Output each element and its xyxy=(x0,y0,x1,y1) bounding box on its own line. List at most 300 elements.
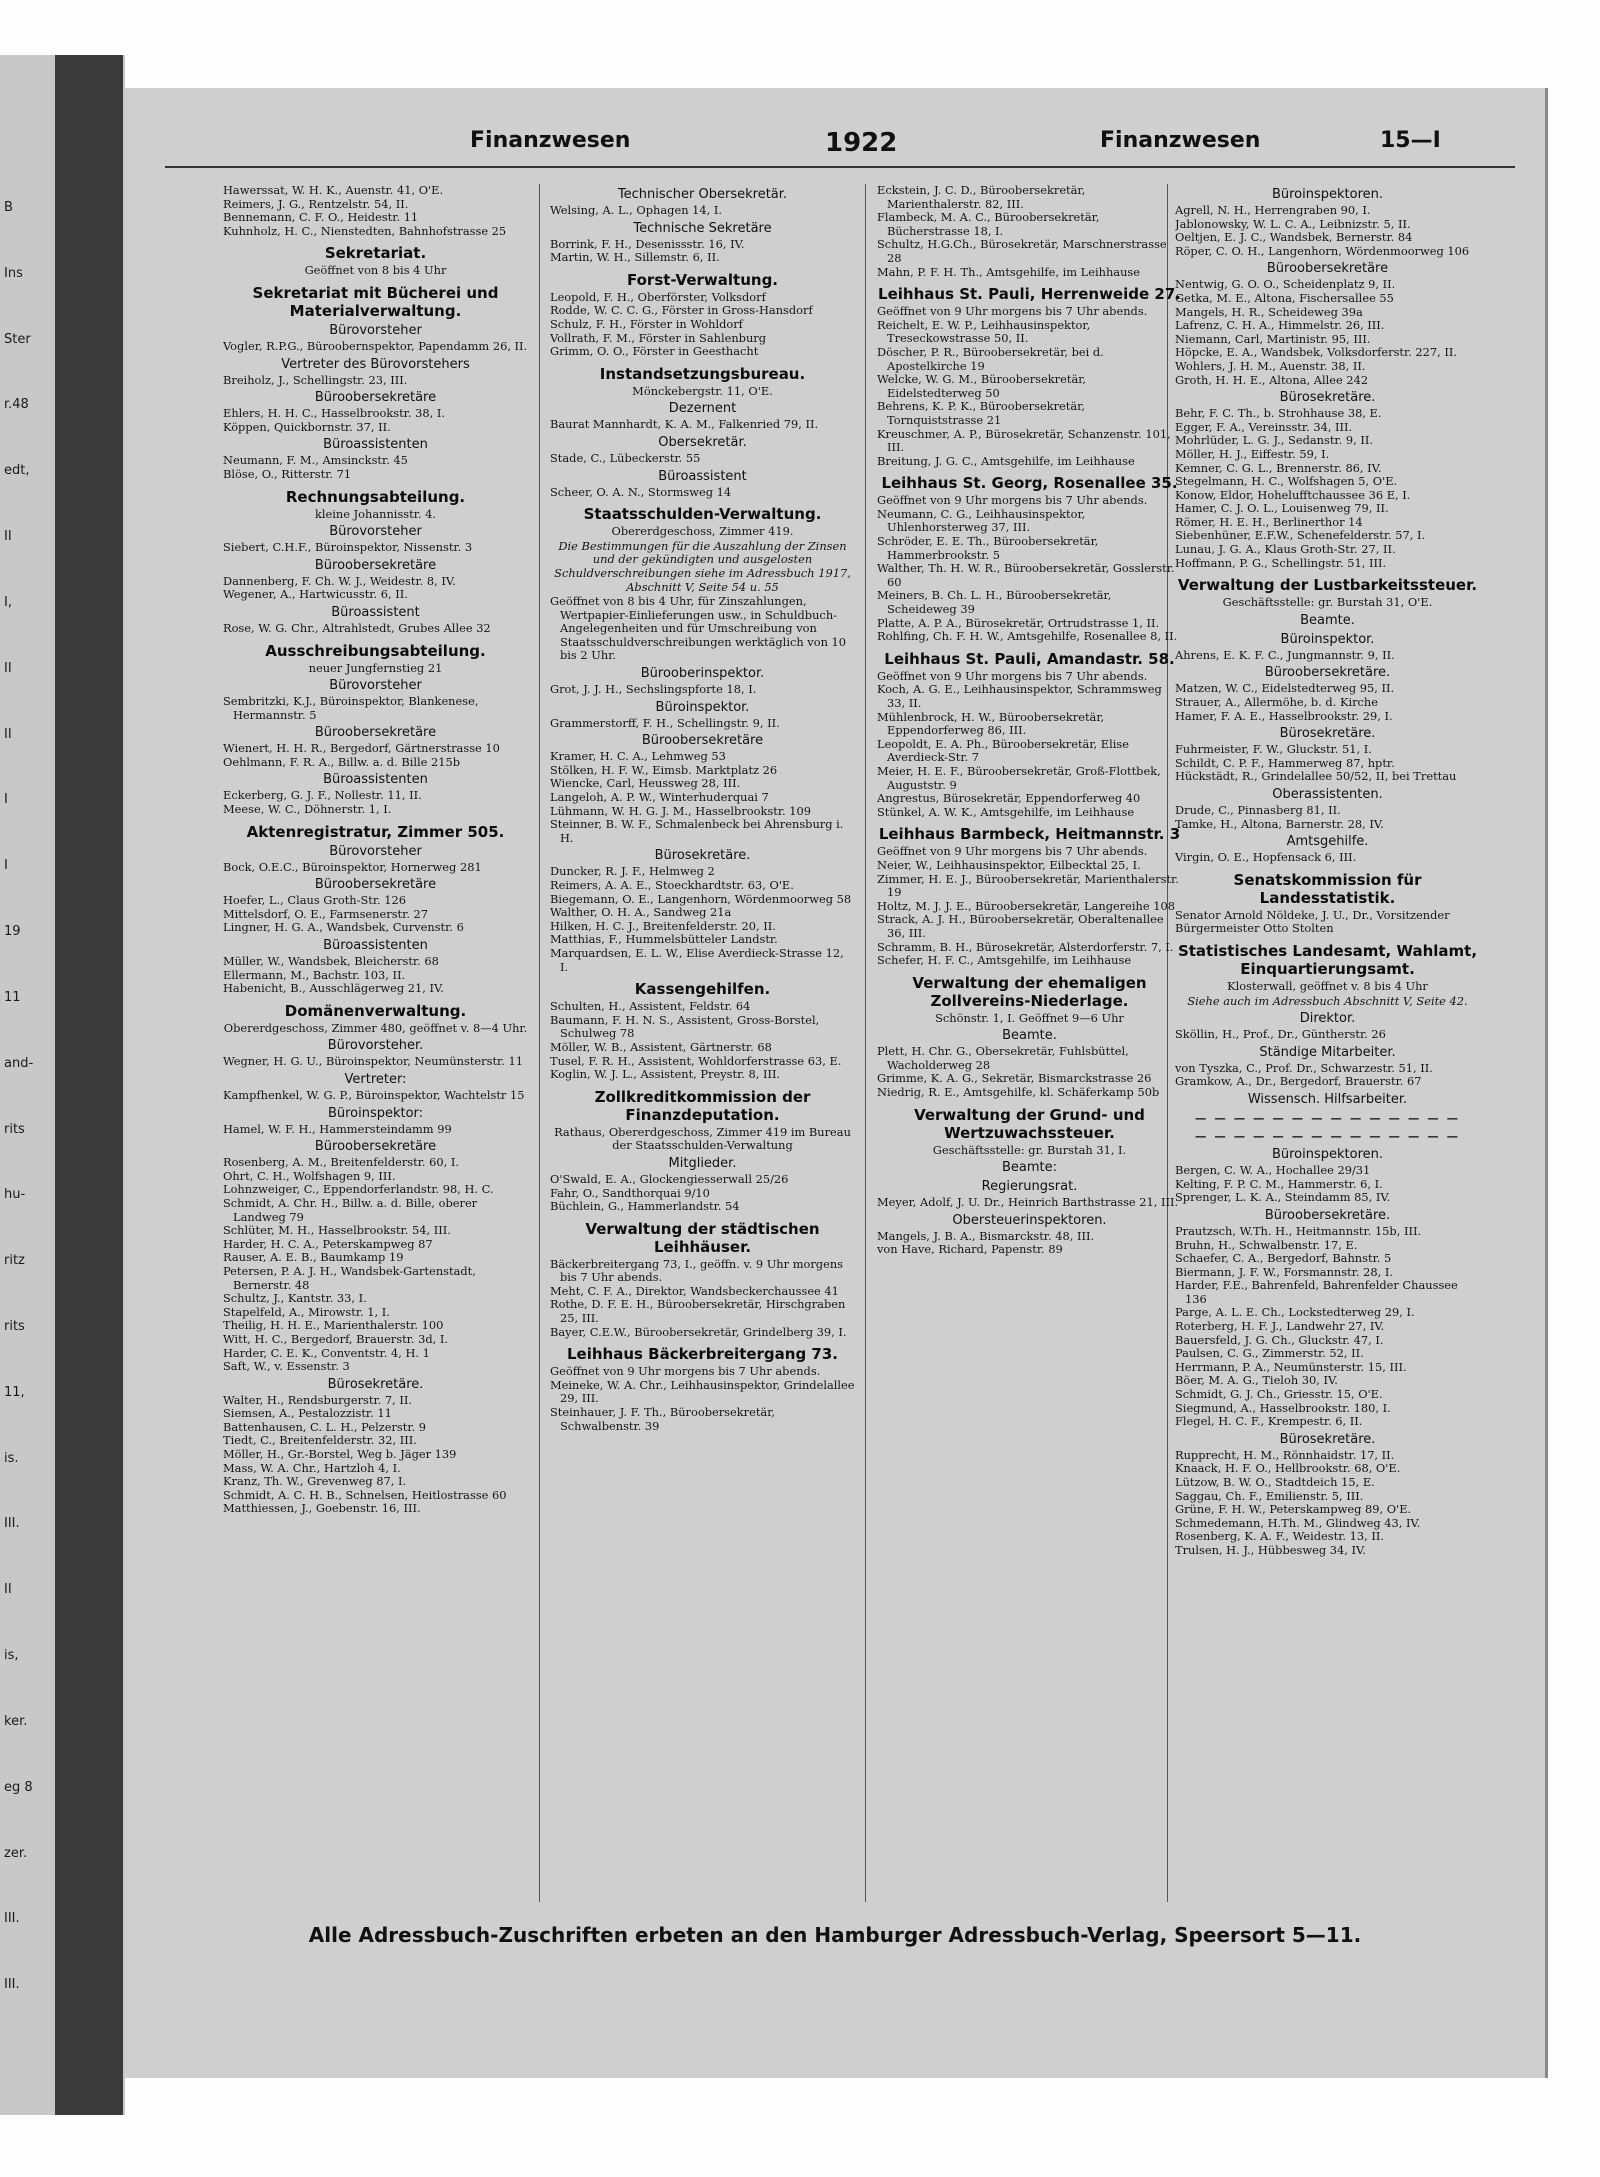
subheading: Beamte: xyxy=(1001,1160,1058,1176)
directory-entry: Rosenberg, A. M., Breitenfelderstr. 60, I. xyxy=(223,1155,460,1170)
directory-entry: Egger, F. A., Vereinsstr. 34, III. xyxy=(1175,419,1353,434)
directory-entry: Rose, W. G. Chr., Altrahlstedt, Grubes Allee 32 xyxy=(223,620,491,635)
directory-entry: Ellermann, M., Bachstr. 103, II. xyxy=(223,967,406,982)
margin-mark: I xyxy=(4,792,8,808)
section-note: Rathaus, Obererdgeschoss, Zimmer 419 im Bureau der Staatsschulden-Verwaltung xyxy=(554,1124,851,1153)
directory-entry: Virgin, O. E., Hopfensack 6, III. xyxy=(1175,850,1357,865)
subheading: Büroobersekretäre xyxy=(314,390,437,406)
directory-entry: Mangels, H. R., Scheideweg 39a xyxy=(1175,304,1363,319)
directory-entry: Sköllin, H., Prof., Dr., Güntherstr. 26 xyxy=(1175,1027,1386,1042)
directory-entry: Rosenberg, K. A. F., Weidestr. 13, II. xyxy=(1175,1529,1384,1544)
subheading: Büroassistenten xyxy=(323,437,428,453)
directory-entry: Matthiessen, J., Goebenstr. 16, III. xyxy=(223,1501,421,1516)
subheading: Technischer Obersekretär. xyxy=(617,187,788,202)
margin-mark: ker. xyxy=(4,1713,28,1729)
directory-entry: Wiencke, Carl, Heussweg 28, III. xyxy=(550,776,741,791)
directory-entry: Stölken, H. F. W., Eimsb. Marktplatz 26 xyxy=(550,762,778,777)
directory-entry: Hamer, C. J. O. L., Louisenweg 79, II. xyxy=(1175,501,1389,516)
section-heading: Leihhaus St. Georg, Rosenallee 35. xyxy=(881,474,1178,493)
section-heading: Leihhaus Bäckerbreitergang 73. xyxy=(566,1345,839,1364)
directory-entry: Tiedt, C., Breitenfelderstr. 32, III. xyxy=(223,1433,417,1448)
directory-entry: Platte, A. P. A., Bürosekretär, Ortrudstrasse 1, II. xyxy=(877,615,1160,630)
subheading: Büroobersekretäre xyxy=(1266,261,1389,277)
directory-entry: Lunau, J. G. A., Klaus Groth-Str. 27, II. xyxy=(1175,542,1396,557)
directory-entry: Schefer, H. F. C., Amtsgehilfe, im Leihhause xyxy=(877,953,1132,968)
directory-entry: Harder, C. E. K., Conventstr. 4, H. 1 xyxy=(223,1345,430,1360)
subheading: Direktor. xyxy=(1299,1011,1356,1027)
directory-entry: Niemann, Carl, Martinistr. 95, III. xyxy=(1175,331,1371,346)
directory-entry: Reimers, J. G., Rentzelstr. 54, II. xyxy=(223,196,409,211)
directory-entry: Lingner, H. G. A., Wandsbek, Curvenstr. 6 xyxy=(223,920,464,935)
subheading: Büroobersekretäre. xyxy=(1264,1207,1391,1223)
document-page xyxy=(125,88,1548,2078)
directory-entry: Meiners, B. Ch. L. H., Büroobersekretär, Scheideweg 39 xyxy=(877,588,1112,617)
directory-entry: Geöffnet von 9 Uhr morgens bis 7 Uhr abends. xyxy=(550,1364,821,1379)
subheading: Bürosekretäre. xyxy=(654,848,751,864)
margin-mark: III. xyxy=(4,1516,20,1532)
directory-entry: Bäckerbreitergang 73, I., geöffn. v. 9 Uhr morgens bis 7 Uhr abends. xyxy=(550,1256,844,1285)
directory-entry: Böer, M. A. G., Tieloh 30, IV. xyxy=(1175,1373,1338,1388)
directory-entry: Schultz, H.G.Ch., Bürosekretär, Marschnerstrasse 28 xyxy=(877,237,1167,265)
dash-placeholder: — — — — — — — — — — — — — — xyxy=(1194,1110,1461,1125)
directory-entry: Bruhn, H., Schwalbenstr. 17, E. xyxy=(1175,1237,1358,1252)
directory-entry: Schultz, J., Kantstr. 33, I. xyxy=(223,1291,367,1306)
margin-mark: I, xyxy=(4,594,12,610)
directory-entry: Koglin, W. J. L., Assistent, Preystr. 8, III. xyxy=(550,1067,781,1082)
margin-mark: 11 xyxy=(4,989,21,1005)
directory-entry: Holtz, M. J. J. E., Büroobersekretär, Langereihe 108 xyxy=(877,898,1175,913)
margin-mark: zer. xyxy=(4,1845,28,1861)
directory-entry: Zimmer, H. E. J., Büroobersekretär, Marienthalerstr. 19 xyxy=(877,871,1179,900)
directory-entry: Hilken, H. C. J., Breitenfelderstr. 20, II. xyxy=(550,918,776,933)
directory-entry: Plett, H. Chr. G., Obersekretär, Fuhlsbüttel, Wacholderweg 28 xyxy=(877,1044,1129,1072)
subheading: Büroobersekretäre. xyxy=(1264,665,1391,681)
subheading: Bürosekretäre. xyxy=(327,1376,424,1392)
column-divider xyxy=(539,184,540,1902)
running-title-right: Finanzwesen xyxy=(1100,128,1261,153)
directory-entry: Marquardsen, E. L. W., Elise Averdieck-Strasse 12, I. xyxy=(550,945,844,974)
directory-entry: Rupprecht, H. M., Rönnhaidstr. 17, II. xyxy=(1175,1447,1395,1462)
subheading: Büroassistent xyxy=(658,468,747,484)
directory-entry: Meyer, Adolf, J. U. Dr., Heinrich Barthstrasse 21, III. xyxy=(877,1195,1179,1210)
directory-entry: Saft, W., v. Essenstr. 3 xyxy=(223,1359,350,1374)
column-4 xyxy=(1175,184,1480,1904)
directory-entry: Hückstädt, R., Grindelallee 50/52, II, bei Trettau xyxy=(1175,769,1457,784)
directory-entry: Neumann, C. G., Leihhausinspektor, Uhlenhorsterweg 37, III. xyxy=(877,506,1086,535)
directory-entry: Duncker, R. J. F., Helmweg 2 xyxy=(550,864,715,879)
subheading: Bürovorsteher xyxy=(329,524,422,540)
margin-mark: III. xyxy=(4,1911,20,1927)
italic-note: Die Bestimmungen für die Auszahlung der Zinsen und der gekündigten und ausgelosten Schuldverschreibungen siehe im Adressbuch 1917, Abschnitt V, Seite 54 u. 55 xyxy=(554,538,851,594)
subheading: Bürovorsteher xyxy=(329,843,422,859)
directory-entry: Döscher, P. R., Büroobersekretär, bei d. Apostelkirche 19 xyxy=(877,344,1104,373)
directory-entry: Siegmund, A., Hasselbrookstr. 180, I. xyxy=(1175,1400,1391,1415)
subheading: Büroinspektor. xyxy=(655,699,750,715)
directory-entry: Stade, C., Lübeckerstr. 55 xyxy=(550,450,701,465)
directory-entry: Meineke, W. A. Chr., Leihhausinspektor, Grindelallee 29, III. xyxy=(550,1377,855,1406)
directory-entry: Oeltjen, E. J. C., Wandsbek, Bernerstr. 84 xyxy=(1175,230,1413,245)
publisher-footer: Alle Adressbuch-Zuschriften erbeten an den Hamburger Adressbuch-Verlag, Speersort 5—11. xyxy=(308,1923,1362,1947)
directory-entry: Eckstein, J. C. D., Büroobersekretär, Marienthalerstr. 82, III. xyxy=(877,184,1086,211)
directory-entry: Theilig, H. H. E., Marienthalerstr. 100 xyxy=(223,1318,444,1333)
directory-entry: Agrell, N. H., Herrengraben 90, I. xyxy=(1175,203,1371,217)
section-heading: Verwaltung der ehemaligen Zollvereins-Niederlage. xyxy=(912,973,1147,1010)
directory-entry: Konow, Eldor, Hohelufftchaussee 36 E, I. xyxy=(1175,487,1411,502)
directory-entry: Hawerssat, W. H. K., Auenstr. 41, O'E. xyxy=(223,184,444,197)
year-label: 1922 xyxy=(825,128,898,158)
directory-entry: Angrestus, Bürosekretär, Eppendorferweg 40 xyxy=(877,791,1141,806)
directory-entry: Witt, H. C., Bergedorf, Brauerstr. 3d, I. xyxy=(223,1331,449,1346)
margin-mark: 11, xyxy=(4,1384,25,1400)
directory-entry: Möller, H. J., Eiffestr. 59, I. xyxy=(1175,446,1330,461)
directory-entry: Rothe, D. F. E. H., Büroobersekretär, Hirschgraben 25, III. xyxy=(550,1297,846,1326)
margin-mark: rits xyxy=(4,1121,25,1137)
dash-placeholder: — — — — — — — — — — — — — — xyxy=(1194,1128,1461,1143)
subheading: Ständige Mitarbeiter. xyxy=(1259,1044,1396,1060)
subheading: Bürovorsteher xyxy=(329,322,422,338)
subheading: Oberassistenten. xyxy=(1272,787,1383,802)
margin-mark: B xyxy=(4,200,13,215)
directory-entry: Tusel, F. R. H., Assistent, Wohldorferstrasse 63, E. xyxy=(550,1053,842,1068)
section-heading: Verwaltung der Lustbarkeitssteuer. xyxy=(1177,576,1478,595)
directory-entry: Welsing, A. L., Ophagen 14, I. xyxy=(550,203,723,217)
directory-entry: Kelting, F. P. C. M., Hammerstr. 6, I. xyxy=(1175,1176,1383,1191)
directory-entry: Grimme, K. A. G., Sekretär, Bismarckstrasse 26 xyxy=(877,1071,1152,1086)
subheading: Obersteuerinspektoren. xyxy=(952,1212,1107,1228)
directory-entry: Drude, C., Pinnasberg 81, II. xyxy=(1175,803,1341,817)
directory-entry: Knaack, H. F. O., Hellbrookstr. 68, O'E. xyxy=(1175,1461,1401,1476)
section-heading: Leihhaus St. Pauli, Amandastr. 58. xyxy=(884,649,1175,668)
directory-entry: Borrink, F. H., Desenissstr. 16, IV. xyxy=(550,236,745,251)
directory-entry: Kreuschmer, A. P., Bürosekretär, Schanzenstr. 101, III. xyxy=(877,426,1171,455)
section-heading: Rechnungsabteilung. xyxy=(285,487,466,506)
section-heading: Leihhaus Barmbeck, Heitmannstr. 3 xyxy=(878,825,1181,844)
directory-entry: Kemner, C. G. L., Brennerstr. 86, IV. xyxy=(1175,460,1382,475)
margin-mark: II xyxy=(4,1582,12,1598)
section-note: Geschäftsstelle: gr. Burstah 31, O'E. xyxy=(1222,595,1433,610)
section-note: Geöffnet von 8 bis 4 Uhr xyxy=(304,263,447,278)
margin-mark: 19 xyxy=(4,924,21,940)
directory-entry: Blöse, O., Ritterstr. 71 xyxy=(223,466,352,481)
margin-mark: is, xyxy=(4,1648,19,1664)
section-heading: Staatsschulden-Verwaltung. xyxy=(583,505,822,524)
margin-mark: II xyxy=(4,726,12,742)
directory-entry: Ohrt, C. H., Wolfshagen 9, III. xyxy=(223,1168,396,1183)
directory-entry: von Have, Richard, Papenstr. 89 xyxy=(877,1242,1063,1257)
directory-entry: Hamer, F. A. E., Hasselbrookstr. 29, I. xyxy=(1175,708,1393,723)
directory-entry: Steinner, B. W. F., Schmalenbeck bei Ahrensburg i. H. xyxy=(550,817,844,845)
directory-entry: Stapelfeld, A., Mirowstr. 1, I. xyxy=(223,1304,390,1319)
directory-entry: Breitung, J. G. C., Amtsgehilfe, im Leihhause xyxy=(877,453,1135,468)
directory-entry: Baurat Mannhardt, K. A. M., Falkenried 79, II. xyxy=(550,417,819,432)
section-heading: Forst-Verwaltung. xyxy=(626,270,779,289)
subheading: Büroinspektoren. xyxy=(1271,187,1384,202)
directory-entry: Schmidt, G. J. Ch., Griesstr. 15, O'E. xyxy=(1175,1387,1383,1402)
directory-entry: Walter, H., Rendsburgerstr. 7, II. xyxy=(223,1392,413,1407)
directory-entry: Strack, A. J. H., Büroobersekretär, Oberaltenallee 36, III. xyxy=(877,912,1164,940)
subheading: Büroobersekretäre xyxy=(314,557,437,573)
subheading: Bürosekretäre. xyxy=(1279,390,1376,406)
directory-entry: Meht, C. F. A., Direktor, Wandsbeckerchaussee 41 xyxy=(550,1283,839,1298)
directory-entry: Siebenhüner, E.F.W., Schenefelderstr. 57, I. xyxy=(1175,528,1426,543)
section-heading: Instandsetzungsbureau. xyxy=(599,364,806,383)
subheading: Büroinspektoren. xyxy=(1271,1147,1384,1163)
directory-entry: Schmidt, A. C. H. B., Schnelsen, Heitlostrasse 60 xyxy=(223,1487,507,1502)
directory-entry: Kampfhenkel, W. G. P., Büroinspektor, Wachtelstr 15 xyxy=(223,1088,525,1102)
directory-entry: Flambeck, M. A. C., Büroobersekretär, Bücherstrasse 18, I. xyxy=(877,210,1100,238)
section-note: Schönstr. 1, I. Geöffnet 9—6 Uhr xyxy=(935,1010,1124,1025)
directory-entry: Rodde, W. C. C. G., Förster in Gross-Hansdorf xyxy=(550,303,813,318)
directory-entry: Siebert, C.H.F., Büroinspektor, Nissenstr. 3 xyxy=(223,540,473,555)
directory-entry: Schaefer, C. A., Bergedorf, Bahnstr. 5 xyxy=(1175,1251,1392,1266)
directory-entry: Bennemann, C. F. O., Heidestr. 11 xyxy=(223,210,419,225)
directory-entry: Schmedemann, H.Th. M., Glindweg 43, IV. xyxy=(1175,1515,1421,1530)
subheading: Bürovorsteher. xyxy=(327,1038,424,1054)
directory-entry: Harder, H. C. A., Peterskampweg 87 xyxy=(223,1236,433,1251)
directory-entry: Ahrens, E. K. F. C., Jungmannstr. 9, II. xyxy=(1175,647,1395,662)
directory-entry: Geöffnet von 9 Uhr morgens bis 7 Uhr abends. xyxy=(877,844,1148,859)
directory-entry: Lohnzweiger, C., Eppendorferlandstr. 98, H. C. xyxy=(223,1182,494,1197)
directory-entry: Meier, H. E. F., Büroobersekretär, Groß-Flottbek, Auguststr. 9 xyxy=(877,763,1161,792)
directory-entry: Grüne, F. H. W., Peterskampweg 89, O'E. xyxy=(1175,1502,1412,1517)
directory-entry: Schramm, B. H., Bürosekretär, Alsterdorferstr. 7, I. xyxy=(877,939,1174,954)
margin-mark: r.48 xyxy=(4,397,29,413)
subheading: Büroobersekretäre xyxy=(314,877,437,893)
subheading: Büroassistenten xyxy=(323,938,428,954)
directory-entry: Steinhauer, J. F. Th., Büroobersekretär, Schwalbenstr. 39 xyxy=(550,1405,776,1433)
subheading: Obersekretär. xyxy=(658,434,747,450)
directory-entry: Römer, H. E. H., Berlinerthor 14 xyxy=(1175,514,1363,529)
subheading: Regierungsrat. xyxy=(981,1179,1078,1195)
book-spine-shadow xyxy=(55,55,123,2115)
directory-entry: Mass, W. A. Chr., Hartzloh 4, I. xyxy=(223,1460,401,1475)
directory-entry: Grammerstorff, F. H., Schellingstr. 9, II. xyxy=(550,715,780,730)
directory-entry: Büchlein, G., Hammerlandstr. 54 xyxy=(550,1199,740,1214)
directory-entry: Niedrig, R. E., Amtsgehilfe, kl. Schäferkamp 50b xyxy=(877,1085,1160,1100)
subheading: Büroobersekretäre xyxy=(641,733,764,749)
section-heading: Verwaltung der städtischen Leihhäuser. xyxy=(585,1219,820,1256)
directory-entry: Lafrenz, C. H. A., Himmelstr. 26, III. xyxy=(1175,318,1385,333)
directory-entry: Tamke, H., Altona, Barnerstr. 28, IV. xyxy=(1175,816,1384,831)
directory-entry: Rauser, A. E. B., Baumkamp 19 xyxy=(223,1250,404,1265)
directory-entry: Paulsen, C. G., Zimmerstr. 52, II. xyxy=(1175,1346,1364,1361)
directory-entry: Fuhrmeister, F. W., Gluckstr. 51, I. xyxy=(1175,742,1372,757)
directory-entry: Bauersfeld, J. G. Ch., Gluckstr. 47, I. xyxy=(1175,1332,1384,1347)
subheading: Büroinspektor. xyxy=(1280,631,1375,647)
directory-entry: Battenhausen, C. L. H., Pelzerstr. 9 xyxy=(223,1419,426,1434)
directory-entry: Walther, Th. H. W. R., Büroobersekretär, Gosslerstr. 60 xyxy=(877,561,1175,589)
directory-entry: Groth, H. H. E., Altona, Allee 242 xyxy=(1175,372,1369,387)
directory-entry: Kuhnholz, H. C., Nienstedten, Bahnhofstrasse 25 xyxy=(223,223,507,238)
column-1 xyxy=(223,184,528,1904)
margin-mark: eg 8 xyxy=(4,1779,33,1795)
header-rule xyxy=(165,166,1515,168)
directory-entry: Roterberg, H. F. J., Landwehr 27, IV. xyxy=(1175,1319,1385,1334)
subheading: Bürooberinspektor. xyxy=(640,666,765,682)
directory-entry: Oehlmann, F. R. A., Billw. a. d. Bille 215b xyxy=(223,754,461,769)
directory-entry: Mohrlüder, L. G. J., Sedanstr. 9, II. xyxy=(1175,433,1373,448)
page-number: 15—I xyxy=(1380,128,1441,153)
directory-entry: Parge, A. L. E. Ch., Lockstedterweg 29, I. xyxy=(1175,1305,1415,1320)
directory-entry: Lühmann, W. H. G. J. M., Hasselbrookstr. 109 xyxy=(550,803,812,818)
directory-entry: Schulten, H., Assistent, Feldstr. 64 xyxy=(550,999,751,1014)
subheading: Vertreter: xyxy=(344,1072,407,1087)
directory-entry: Eckerberg, G. J. F., Nollestr. 11, II. xyxy=(223,788,422,803)
directory-entry: Walther, O. H. A., Sandweg 21a xyxy=(550,905,732,920)
subheading: Bürosekretäre. xyxy=(1279,1431,1376,1447)
directory-entry: Röper, C. O. H., Langenhorn, Wördenmoorweg 106 xyxy=(1175,243,1470,258)
subheading: Büroinspektor: xyxy=(327,1105,424,1121)
directory-entry: Mühlenbrock, H. W., Büroobersekretär, Eppendorferweg 86, III. xyxy=(877,709,1105,738)
subheading: Mitglieder. xyxy=(668,1155,737,1171)
directory-entry: Vollrath, F. M., Förster in Sahlenburg xyxy=(550,330,767,345)
directory-entry: Geöffnet von 9 Uhr morgens bis 7 Uhr abends. xyxy=(877,668,1148,683)
directory-entry: Schröder, E. E. Th., Büroobersekretär, Hammerbrookstr. 5 xyxy=(877,534,1099,562)
directory-entry: Welcke, W. G. M., Büroobersekretär, Eidelstedterweg 50 xyxy=(877,372,1087,400)
directory-entry: Rohlfing, Ch. F. H. W., Amtsgehilfe, Rosenallee 8, II. xyxy=(877,629,1178,644)
directory-entry: Getka, M. E., Altona, Fischersallee 55 xyxy=(1175,290,1394,305)
italic-note: Siehe auch im Adressbuch Abschnitt V, Seite 42. xyxy=(1187,993,1468,1008)
directory-entry: Sprenger, L. K. A., Steindamm 85, IV. xyxy=(1175,1190,1391,1205)
directory-entry: Breiholz, J., Schellingstr. 23, III. xyxy=(223,372,408,387)
section-note: Obererdgeschoss, Zimmer 480, geöffnet v. 8—4 Uhr. xyxy=(223,1020,528,1035)
margin-mark: Ins xyxy=(4,265,23,281)
directory-entry: Wienert, H. H. R., Bergedorf, Gärtnerstrasse 10 xyxy=(223,741,500,756)
directory-entry: Behr, F. C. Th., b. Strohhause 38, E. xyxy=(1175,406,1382,421)
directory-entry: Geöffnet von 9 Uhr morgens bis 7 Uhr abends. xyxy=(877,304,1148,319)
directory-entry: Koch, A. G. E., Leihhausinspektor, Schrammsweg 33, II. xyxy=(877,682,1162,710)
directory-entry: Saggau, Ch. F., Emilienstr. 5, III. xyxy=(1175,1488,1364,1503)
directory-entry: Neumann, F. M., Amsinckstr. 45 xyxy=(223,453,408,468)
directory-entry: Höpcke, E. A., Wandsbek, Volksdorferstr. 227, II. xyxy=(1175,345,1458,360)
subheading: Amtsgehilfe. xyxy=(1286,834,1369,850)
section-heading: Zollkreditkommission der Finanzdeputation. xyxy=(594,1087,811,1124)
section-heading: Domänenverwaltung. xyxy=(284,1001,467,1020)
directory-entry: Matthias, F., Hummelsbütteler Landstr. xyxy=(550,932,778,947)
directory-entry: Schmidt, A. Chr. H., Billw. a. d. Bille, oberer Landweg 79 xyxy=(223,1195,478,1224)
section-note: neuer Jungfernstieg 21 xyxy=(308,660,443,675)
directory-entry: Schlüter, M. H., Hasselbrookstr. 54, III. xyxy=(223,1223,451,1238)
directory-entry: Strauer, A., Allermöhe, b. d. Kirche xyxy=(1175,695,1379,710)
directory-entry: Lützow, B. W. O., Stadtdeich 15, E. xyxy=(1175,1475,1375,1489)
directory-entry: Petersen, P. A. J. H., Wandsbek-Gartenstadt, Bernerstr. 48 xyxy=(223,1263,476,1292)
section-heading: Senatskommission für Landesstatistik. xyxy=(1233,870,1422,907)
margin-mark: II xyxy=(4,660,12,676)
subheading: Beamte. xyxy=(1002,1028,1057,1044)
column-3 xyxy=(877,184,1182,1904)
directory-entry: Grimm, O. O., Förster in Geesthacht xyxy=(550,344,759,359)
directory-entry: Schildt, C. P. F., Hammerweg 87, hptr. xyxy=(1175,755,1395,770)
directory-entry: Herrmann, P. A., Neumünsterstr. 15, III. xyxy=(1175,1359,1407,1374)
directory-entry: Behrens, K. P. K., Büroobersekretär, Tornquiststrasse 21 xyxy=(877,399,1085,427)
directory-entry: Geöffnet von 9 Uhr morgens bis 7 Uhr abends. xyxy=(877,493,1148,508)
directory-entry: Biegemann, O. E., Langenhorn, Wördenmoorweg 58 xyxy=(550,891,852,906)
directory-entry: Nentwig, G. O. O., Scheidenplatz 9, II. xyxy=(1175,277,1396,292)
directory-entry: Stegelmann, H. C., Wolfshagen 5, O'E. xyxy=(1175,474,1398,489)
margin-mark: hu- xyxy=(4,1187,26,1203)
directory-entry: Matzen, W. C., Eidelstedterweg 95, II. xyxy=(1175,681,1395,696)
section-note: Mönckebergstr. 11, O'E. xyxy=(632,383,773,398)
section-heading: Leihhaus St. Pauli, Herrenweide 27. xyxy=(878,285,1181,304)
directory-entry: Müller, W., Wandsbek, Bleicherstr. 68 xyxy=(223,954,439,969)
directory-entry: Bergen, C. W. A., Hochallee 29/31 xyxy=(1175,1163,1371,1178)
directory-entry: Habenicht, B., Ausschlägerweg 21, IV. xyxy=(223,981,444,996)
directory-entry: Geöffnet von 8 bis 4 Uhr, für Zinszahlungen, Wertpapier-Einlieferungen usw., in Schuldbuch-Angelegenheiten und für Umschreibung von Staatsschuldverschreibungen werktäglich von 10 bis 2 Uhr. xyxy=(550,594,847,663)
directory-entry: Grot, J. J. H., Sechslingspforte 18, I. xyxy=(550,682,757,697)
subheading: Beamte. xyxy=(1300,612,1355,628)
directory-entry: Dannenberg, F. Ch. W. J., Weidestr. 8, IV. xyxy=(223,573,456,588)
directory-entry: Reichelt, E. W. P., Leihhausinspektor, Treseckowstrasse 50, II. xyxy=(877,317,1091,346)
subheading: Technische Sekretäre xyxy=(633,220,772,236)
directory-entry: Bayer, C.E.W., Büroobersekretär, Grindelberg 39, I. xyxy=(550,1324,847,1339)
subheading: Büroobersekretäre xyxy=(314,725,437,741)
directory-entry: von Tyszka, C., Prof. Dr., Schwarzestr. 51, II. xyxy=(1175,1060,1433,1075)
section-heading: Sekretariat mit Bücherei und Materialverwaltung. xyxy=(252,283,499,320)
section-heading: Kassengehilfen. xyxy=(634,980,771,999)
directory-entry: Vogler, R.P.G., Büroobernspektor, Papendamm 26, II. xyxy=(223,338,528,353)
directory-entry: Bürgermeister Otto Stolten xyxy=(1175,921,1334,936)
section-heading: Sekretariat. xyxy=(324,244,427,263)
section-heading: Aktenregistratur, Zimmer 505. xyxy=(246,822,505,841)
directory-entry: Prautzsch, W.Th. H., Heitmannstr. 15b, III. xyxy=(1175,1223,1422,1238)
margin-mark: is. xyxy=(4,1450,19,1466)
directory-entry: Köppen, Quickbornstr. 37, II. xyxy=(223,419,391,434)
directory-entry: Meese, W. C., Döhnerstr. 1, I. xyxy=(223,802,392,817)
section-note: Klosterwall, geöffnet v. 8 bis 4 Uhr xyxy=(1227,978,1428,993)
subheading: Büroassistent xyxy=(331,604,420,620)
directory-entry: Flegel, H. C. F., Krempestr. 6, II. xyxy=(1175,1414,1363,1429)
section-heading: Ausschreibungsabteilung. xyxy=(265,641,486,660)
directory-entry: Trulsen, H. J., Hübbesweg 34, IV. xyxy=(1175,1542,1366,1557)
margin-mark: Ster xyxy=(4,331,31,347)
directory-entry: Siemsen, A., Pestalozzistr. 11 xyxy=(223,1406,392,1421)
section-heading: Verwaltung der Grund- und Wertzuwachssteuer. xyxy=(914,1105,1145,1142)
page-header xyxy=(125,128,1545,162)
section-note: Obererdgeschoss, Zimmer 419. xyxy=(611,524,794,539)
directory-entry: Martin, W. H., Sillemstr. 6, II. xyxy=(550,250,720,265)
directory-entry: Neier, W., Leihhausinspektor, Eilbecktal 25, I. xyxy=(877,857,1141,872)
directory-entry: Leopoldt, E. A. Ph., Büroobersekretär, Elise Averdieck-Str. 7 xyxy=(877,736,1129,765)
directory-entry: Ehlers, H. H. C., Hasselbrookstr. 38, I. xyxy=(223,406,445,421)
directory-entry: Mangels, J. B. A., Bismarckstr. 48, III. xyxy=(877,1228,1095,1243)
section-note: kleine Johannisstr. 4. xyxy=(314,506,437,521)
section-note: Geschäftsstelle: gr. Burstah 31, I. xyxy=(932,1142,1127,1157)
directory-entry: Kramer, H. C. A., Lehmweg 53 xyxy=(550,749,726,764)
margin-mark: II xyxy=(4,529,12,545)
directory-entry: Jablonowsky, W. L. C. A., Leibnizstr. 5, II. xyxy=(1175,216,1411,231)
directory-entry: Mittelsdorf, O. E., Farmsenerstr. 27 xyxy=(223,906,429,921)
directory-entry: Biermann, J. F. W., Forsmannstr. 28, I. xyxy=(1175,1264,1393,1279)
directory-entry: Möller, H., Gr.-Borstel, Weg b. Jäger 139 xyxy=(223,1447,457,1462)
margin-mark: ritz xyxy=(4,1253,25,1269)
directory-entry: O'Swald, E. A., Glockengiesserwall 25/26 xyxy=(550,1171,789,1186)
directory-entry: Sembritzki, K.J., Büroinspektor, Blankenese, Hermannstr. 5 xyxy=(223,694,479,722)
directory-entry: Leopold, F. H., Oberförster, Volksdorf xyxy=(550,289,766,304)
directory-entry: Langeloh, A. P. W., Winterhuderquai 7 xyxy=(550,790,769,805)
directory-entry: Reimers, A. A. E., Stoeckhardtstr. 63, O'E. xyxy=(550,878,794,892)
subheading: Vertreter des Bürovorstehers xyxy=(281,356,470,372)
directory-entry: Möller, W. B., Assistent, Gärtnerstr. 68 xyxy=(550,1039,772,1054)
directory-entry: Hamel, W. F. H., Hammersteindamm 99 xyxy=(223,1121,452,1136)
directory-entry: Senator Arnold Nöldeke, J. U., Dr., Vorsitzender xyxy=(1175,907,1450,922)
directory-entry: Fahr, O., Sandthorquai 9/10 xyxy=(550,1185,710,1200)
directory-entry: Bock, O.E.C., Büroinspektor, Hornerweg 281 xyxy=(223,859,482,874)
directory-entry: Schulz, F. H., Förster in Wohldorf xyxy=(550,316,743,331)
directory-entry: Hoefer, L., Claus Groth-Str. 126 xyxy=(223,893,407,908)
directory-entry: Gramkow, A., Dr., Bergedorf, Brauerstr. 67 xyxy=(1175,1074,1422,1089)
margin-mark: rits xyxy=(4,1318,25,1334)
running-title-left: Finanzwesen xyxy=(470,128,631,153)
